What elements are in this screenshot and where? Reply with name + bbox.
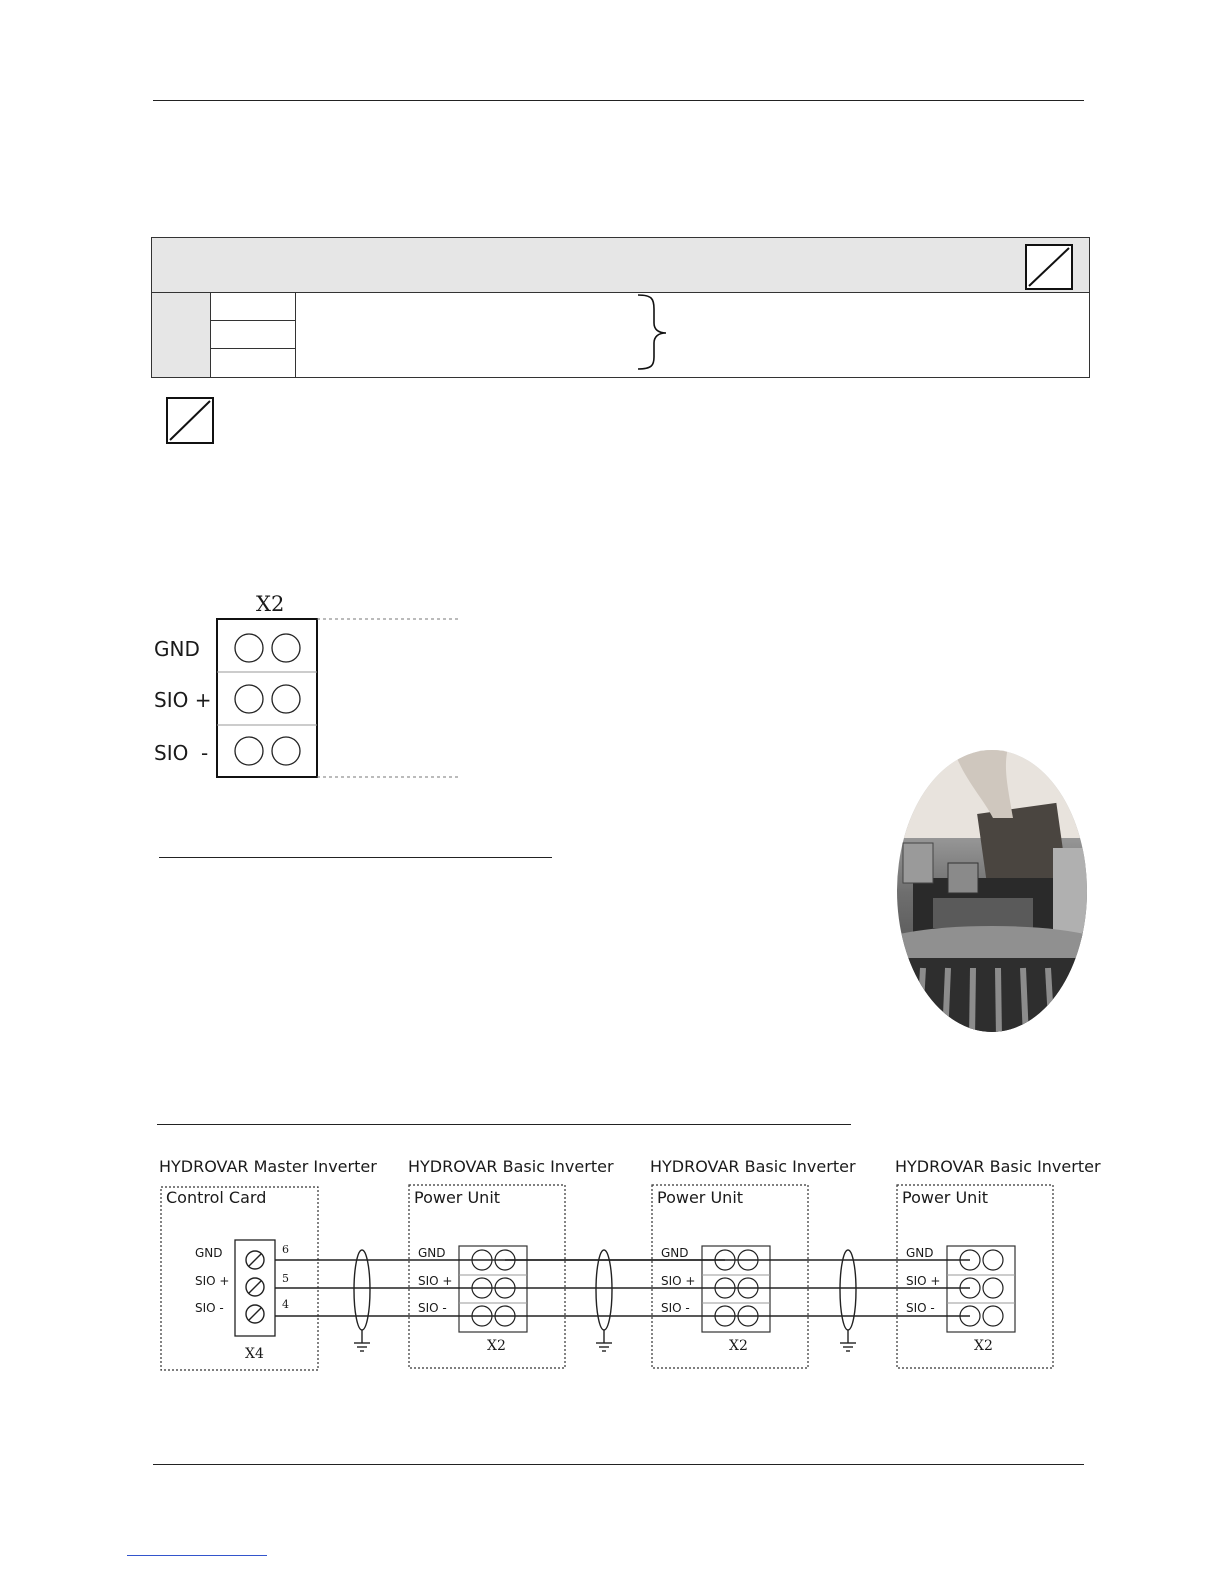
parameter-table-cell [211, 293, 296, 321]
terminal-number: 6 [282, 1243, 289, 1256]
x2-pin-label-sio-plus: SIO + [154, 688, 212, 712]
pin-label: SIO - [906, 1301, 935, 1315]
device-unit: Power Unit [902, 1188, 989, 1207]
connector-label: X2 [487, 1338, 506, 1354]
device-title: HYDROVAR Basic Inverter [650, 1157, 856, 1176]
pin-label: GND [418, 1246, 446, 1260]
pin-label: SIO + [661, 1274, 696, 1288]
x2-pin-label-sio-minus: SIO - [154, 741, 209, 765]
footer-rule [153, 1464, 1084, 1465]
device-unit: Power Unit [657, 1188, 744, 1207]
parameter-table-cell [211, 349, 296, 378]
device-unit: Power Unit [414, 1188, 501, 1207]
pin-label: SIO + [418, 1274, 453, 1288]
pin-label: GND [661, 1246, 689, 1260]
parameter-table-body [151, 293, 1090, 378]
brace-icon [634, 293, 674, 373]
screw-terminal-icon [246, 1251, 264, 1323]
pin-label: SIO + [906, 1274, 941, 1288]
header-rule [153, 100, 1084, 101]
connector-label: X2 [729, 1338, 748, 1354]
device-title: HYDROVAR Master Inverter [159, 1157, 377, 1176]
terminal-number: 5 [282, 1272, 289, 1285]
connector-label: X2 [974, 1338, 993, 1354]
x2-terminal-detail [150, 590, 470, 790]
inverter-photo [893, 748, 1093, 1038]
x2-terminal-block [150, 590, 470, 790]
x2-pin-label-gnd: GND [154, 637, 200, 661]
pin-label: GND [906, 1246, 934, 1260]
pin-label: SIO - [195, 1301, 224, 1315]
parameter-table-index-column [152, 293, 211, 377]
note-slash-icon [166, 397, 214, 444]
wiring-diagram [150, 1150, 1110, 1380]
x2-title: X2 [256, 592, 285, 616]
pin-label: SIO - [661, 1301, 690, 1315]
pin-label: SIO - [418, 1301, 447, 1315]
wiring-diagram-lines [150, 1150, 1110, 1380]
section-underline [159, 857, 552, 858]
pin-label: GND [195, 1246, 223, 1260]
note-slash-icon [1025, 244, 1073, 290]
device-unit: Control Card [166, 1188, 267, 1207]
section-underline [157, 1124, 851, 1125]
pin-label: SIO + [195, 1274, 230, 1288]
device-title: HYDROVAR Basic Inverter [408, 1157, 614, 1176]
footer-link[interactable] [127, 1555, 267, 1556]
connector-label: X4 [245, 1346, 264, 1362]
terminal-number: 4 [282, 1298, 289, 1311]
parameter-table-header [151, 237, 1090, 293]
parameter-table-cell [211, 321, 296, 349]
device-title: HYDROVAR Basic Inverter [895, 1157, 1101, 1176]
